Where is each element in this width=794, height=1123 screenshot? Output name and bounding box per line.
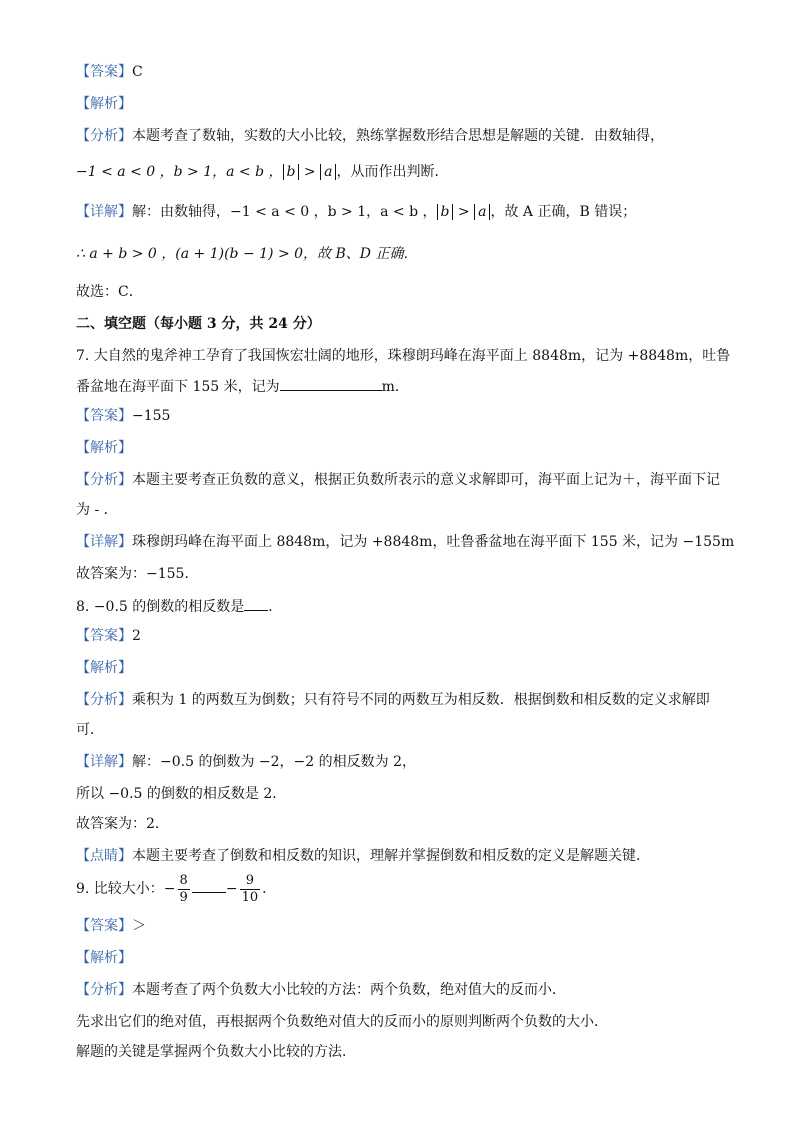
fenxi-text: 本题考查了数轴，实数的大小比较，熟练掌握数形结合思想是解题的关键．由数轴得， bbox=[132, 128, 664, 144]
fenxi-text-1: 本题主要考查正负数的意义，根据正负数所表示的意义求解即可，海平面上记为＋，海平面下记 bbox=[132, 472, 720, 488]
analysis-tag: 【解析】 bbox=[76, 950, 132, 966]
abs-a: a bbox=[320, 164, 336, 180]
detail-text-1: 解：−0.5 的倒数为 −2，−2 的相反数为 2， bbox=[132, 754, 416, 770]
q7-stem-line-2 bbox=[76, 376, 754, 397]
fraction-numerator: 9 bbox=[240, 873, 261, 890]
q6-answer-line bbox=[76, 62, 754, 82]
q8-fenxi-line-2 bbox=[76, 720, 754, 740]
q7-detail-line-1 bbox=[76, 532, 754, 552]
q7-stem-text-2a: 番盆地在海平面下 155 米，记为 bbox=[76, 379, 280, 395]
detail-tag: 【详解】 bbox=[76, 534, 132, 550]
q8-detail-line-3 bbox=[76, 814, 754, 834]
detail-text-end: ，故 A 正确，B 错误； bbox=[490, 204, 637, 220]
fenxi-text-2: 可． bbox=[76, 722, 104, 738]
answer-value: C bbox=[132, 64, 143, 80]
answer-tag: 【答案】 bbox=[76, 408, 132, 424]
q8-detail-line-2 bbox=[76, 784, 754, 804]
answer-tag: 【答案】 bbox=[76, 628, 132, 644]
q9-fenxi-line-3 bbox=[76, 1042, 754, 1062]
detail-text-2: 所以 −0.5 的倒数的相反数是 2． bbox=[76, 786, 287, 802]
q7-detail-line-2 bbox=[76, 564, 754, 584]
section-title-text: 二、填空题（每小题 3 分，共 24 分） bbox=[76, 316, 321, 332]
detail-tag: 【详解】 bbox=[76, 204, 132, 220]
q7-fenxi-line-1 bbox=[76, 470, 754, 490]
q9-minus: − bbox=[225, 881, 238, 897]
q9-stem-line bbox=[76, 872, 754, 906]
fenxi-tag: 【分析】 bbox=[76, 982, 132, 998]
detail-text-2: 故答案为：−155． bbox=[76, 566, 199, 582]
answer-value: 2 bbox=[132, 628, 141, 644]
q7-stem-text-2b: m． bbox=[381, 379, 409, 395]
detail-text-2: ∴ a + b > 0 ，(a + 1)(b − 1) > 0，故 B、D 正确． bbox=[76, 246, 418, 262]
fenxi-end: ，从而作出判断． bbox=[336, 164, 449, 180]
answer-tag: 【答案】 bbox=[76, 64, 132, 80]
q8-answer-blank bbox=[244, 596, 268, 611]
q9-stem-end: ． bbox=[262, 881, 277, 897]
detail-tag: 【详解】 bbox=[76, 754, 132, 770]
answer-tag: 【答案】 bbox=[76, 918, 132, 934]
detail-abs-a: a bbox=[474, 204, 490, 220]
fenxi-tag: 【分析】 bbox=[76, 692, 132, 708]
q7-answer-line bbox=[76, 406, 754, 426]
detail-text-1: 珠穆朗玛峰在海平面上 8848m，记为 +8848m，吐鲁番盆地在海平面下 155 米，记为 −155m bbox=[132, 534, 735, 550]
fenxi-text-3: 解题的关键是掌握两个负数大小比较的方法． bbox=[76, 1044, 356, 1060]
gt-sign: > bbox=[299, 164, 321, 180]
q6-choose-line bbox=[76, 282, 754, 302]
fenxi-tag: 【分析】 bbox=[76, 128, 132, 144]
q6-detail-line-2 bbox=[76, 244, 754, 264]
detail-text-3: 故答案为：2． bbox=[76, 816, 169, 832]
q7-stem-text-1: 7. 大自然的鬼斧神工孕育了我国恢宏壮阔的地形，珠穆朗玛峰在海平面上 8848m，记为 +8848m，吐鲁 bbox=[76, 348, 731, 364]
fraction-denominator: 9 bbox=[179, 889, 188, 905]
q9-fenxi-line-1 bbox=[76, 980, 754, 1000]
fraction-numerator: 8 bbox=[179, 872, 188, 888]
fenxi-text-1: 本题考查了两个负数大小比较的方法：两个负数，绝对值大的反而小． bbox=[132, 982, 566, 998]
q9-answer-blank bbox=[192, 874, 226, 893]
q6-fenxi-math-line bbox=[76, 162, 754, 182]
answer-value: ＞ bbox=[132, 918, 146, 934]
fraction-nine-tenths bbox=[240, 873, 261, 906]
abs-b: b bbox=[283, 164, 300, 180]
section-title bbox=[76, 314, 754, 334]
q9-fenxi-line-2 bbox=[76, 1012, 754, 1032]
q6-fenxi-line bbox=[76, 126, 754, 146]
analysis-tag: 【解析】 bbox=[76, 96, 132, 112]
fenxi-text-2: 为 - ． bbox=[76, 502, 118, 518]
inequality-text: −1 < a < 0 ，b > 1，a < b ， bbox=[76, 164, 283, 180]
choose-text: 故选：C． bbox=[76, 284, 143, 300]
detail-gt-sign: > bbox=[453, 204, 475, 220]
answer-value: −155 bbox=[132, 408, 171, 424]
q8-fenxi-line-1 bbox=[76, 690, 754, 710]
analysis-tag: 【解析】 bbox=[76, 440, 132, 456]
dianjing-text: 本题主要考查了倒数和相反数的知识，理解并掌握倒数和相反数的定义是解题关键． bbox=[132, 848, 650, 864]
analysis-tag: 【解析】 bbox=[76, 660, 132, 676]
q8-analysis-line bbox=[76, 658, 754, 678]
fraction-eight-ninths bbox=[178, 873, 190, 906]
fenxi-tag: 【分析】 bbox=[76, 472, 132, 488]
q7-analysis-line bbox=[76, 438, 754, 458]
q8-detail-line-1 bbox=[76, 752, 754, 772]
q7-fenxi-line-2 bbox=[76, 500, 754, 520]
q9-analysis-line bbox=[76, 948, 754, 968]
fenxi-text-1: 乘积为 1 的两数互为倒数；只有符号不同的两数互为相反数．根据倒数和相反数的定义求解即 bbox=[132, 692, 710, 708]
q9-stem-text: 9. 比较大小：− bbox=[76, 881, 176, 897]
q9-answer-line bbox=[76, 916, 754, 936]
detail-abs-b: b bbox=[437, 204, 454, 220]
q8-stem-text: 8. −0.5 的倒数的相反数是 bbox=[76, 599, 245, 615]
fenxi-text-2: 先求出它们的绝对值，再根据两个负数绝对值大的反而小的原则判断两个负数的大小． bbox=[76, 1014, 608, 1030]
fraction-denominator: 10 bbox=[241, 889, 259, 905]
q8-answer-line bbox=[76, 626, 754, 646]
q6-analysis-line bbox=[76, 94, 754, 114]
dianjing-tag: 【点睛】 bbox=[76, 848, 132, 864]
q8-stem-line bbox=[76, 596, 754, 617]
q8-stem-end: ． bbox=[268, 599, 283, 615]
q7-answer-blank bbox=[280, 376, 382, 391]
q7-stem-line-1 bbox=[76, 346, 754, 366]
q8-dianjing-line bbox=[76, 846, 754, 866]
detail-text: 解：由数轴得，−1 < a < 0 ，b > 1，a < b ， bbox=[132, 204, 437, 220]
q6-detail-line bbox=[76, 202, 754, 222]
